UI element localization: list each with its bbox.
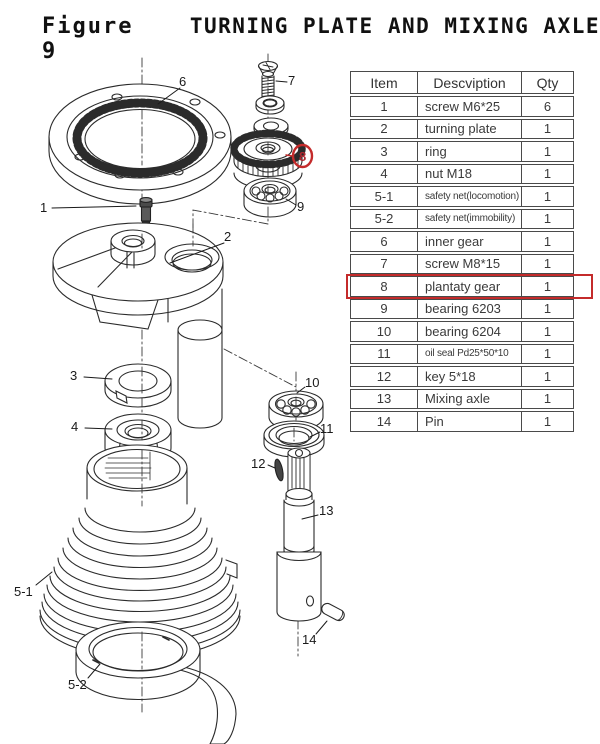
cell-description: safety net(locomotion)	[417, 187, 522, 206]
cell-description: Mixing axle	[417, 390, 522, 409]
cell-description: inner gear	[417, 232, 522, 251]
table-row	[350, 119, 574, 140]
cell-qty: 1	[543, 278, 552, 294]
callout-10: 10	[305, 375, 320, 390]
callout-2: 2	[224, 229, 232, 244]
cell-item: 3	[380, 143, 388, 159]
cell-description: ring	[417, 142, 522, 161]
cell-item: 10	[376, 323, 392, 339]
cell-item: 12	[376, 368, 392, 384]
figure-label: Figure 9	[42, 14, 134, 64]
table-row-highlighted	[350, 276, 574, 297]
safety-net-immobility-drawing	[76, 622, 236, 744]
table-row	[350, 141, 574, 162]
cell-item: 11	[377, 346, 391, 362]
callout-5-2: 5-2	[68, 677, 87, 692]
cell-qty: 6	[543, 98, 552, 114]
cell-item: 5-2	[374, 211, 394, 227]
callout-1: 1	[40, 200, 48, 215]
cell-description: screw M8*15	[417, 255, 522, 274]
cell-description: plantaty gear	[417, 277, 522, 296]
table-row	[350, 209, 574, 230]
table-header-row	[350, 71, 574, 94]
table-row	[350, 254, 574, 275]
bearing-6203-drawing	[244, 178, 296, 217]
table-row	[350, 96, 574, 117]
callout-11: 11	[320, 421, 334, 436]
col-header-description: Descviption	[417, 72, 522, 93]
cell-qty: 1	[543, 166, 552, 182]
cell-description: bearing 6203	[417, 300, 522, 319]
cell-description: oil seal Pd25*50*10	[417, 345, 522, 364]
table-row	[350, 186, 574, 207]
table-body	[350, 96, 574, 432]
callout-9: 9	[297, 199, 305, 214]
cell-qty: 1	[543, 121, 552, 137]
cell-description: screw M6*25	[417, 97, 522, 116]
table-row	[350, 231, 574, 252]
cell-item: 5-1	[374, 188, 394, 204]
cell-qty: 1	[543, 346, 552, 362]
cell-qty: 1	[543, 211, 552, 227]
parts-table	[350, 71, 574, 434]
cell-item: 7	[380, 256, 388, 272]
cell-item: 8	[380, 278, 388, 294]
cell-qty: 1	[543, 391, 552, 407]
key-drawing	[273, 459, 284, 482]
table-row	[350, 411, 574, 432]
cell-item: 9	[380, 301, 388, 317]
col-header-item: Item	[370, 74, 398, 91]
cell-description: Pin	[417, 412, 522, 431]
cell-item: 1	[380, 98, 388, 114]
cell-description: safety net(immobility)	[417, 210, 522, 229]
washer-small-drawing	[256, 96, 284, 114]
table-row	[350, 164, 574, 185]
callout-7: 7	[288, 73, 296, 88]
cell-qty: 1	[543, 301, 552, 317]
callout-6: 6	[179, 74, 187, 89]
table-row	[350, 321, 574, 342]
callout-13: 13	[319, 503, 334, 518]
callout-8: 8	[299, 149, 307, 164]
callout-5-1: 5-1	[14, 584, 33, 599]
callout-12: 12	[251, 456, 266, 471]
cell-item: 14	[376, 413, 392, 429]
table-row	[350, 299, 574, 320]
figure-title	[42, 14, 600, 64]
cell-description: turning plate	[417, 120, 522, 139]
cell-item: 6	[380, 233, 388, 249]
cell-qty: 1	[543, 143, 552, 159]
figure-heading: TURNING PLATE AND MIXING AXLE	[189, 14, 600, 38]
cell-item: 13	[376, 391, 392, 407]
cell-qty: 1	[543, 368, 552, 384]
cell-qty: 1	[543, 188, 552, 204]
pin-drawing	[320, 602, 346, 623]
cell-item: 2	[380, 121, 388, 137]
table-row	[350, 344, 574, 365]
cell-qty: 1	[543, 256, 552, 272]
table-row	[350, 389, 574, 410]
cell-description: bearing 6204	[417, 322, 522, 341]
table-row	[350, 366, 574, 387]
cell-item: 4	[380, 166, 388, 182]
col-header-qty: Qty	[536, 74, 559, 91]
cell-description: nut M18	[417, 165, 522, 184]
cell-qty: 1	[543, 413, 552, 429]
cell-qty: 1	[543, 323, 552, 339]
screw-m6-drawing	[140, 198, 152, 226]
inner-gear-drawing	[49, 84, 231, 204]
cell-description: key 5*18	[417, 367, 522, 386]
callout-14: 14	[302, 632, 317, 647]
callout-3: 3	[70, 368, 78, 383]
ring-drawing	[105, 364, 171, 407]
callout-4: 4	[71, 419, 79, 434]
cell-qty: 1	[543, 233, 552, 249]
